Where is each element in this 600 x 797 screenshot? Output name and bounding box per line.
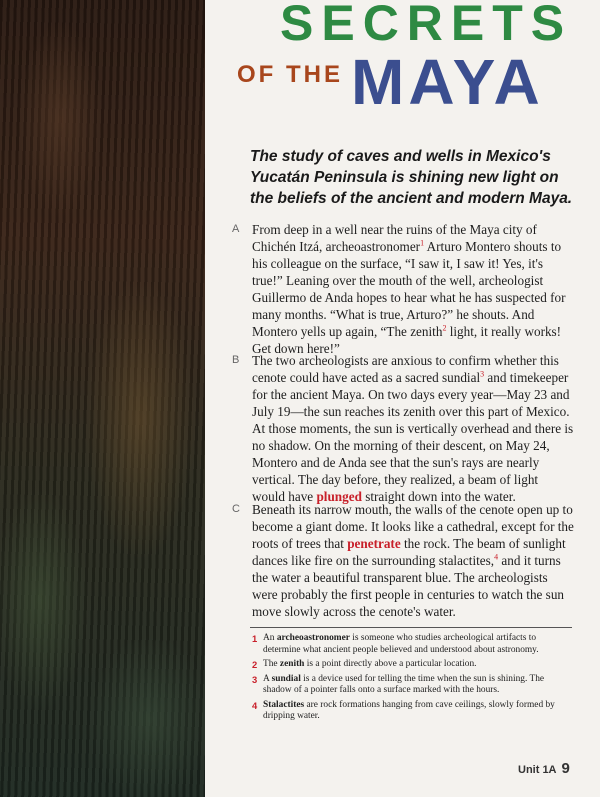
footnote-text: are rock formations hanging from cave ceilings, slowly formed by dripping water.	[263, 699, 555, 721]
footnote	[252, 674, 572, 697]
paragraph-text: and it turns the water a beautiful transparent blue. The archeologists were probably the first people in centuries to watch the sun move slowly across the cenote's water.	[252, 553, 565, 619]
paragraph-label: C	[232, 503, 240, 515]
vocab-word-penetrate: penetrate	[347, 536, 401, 551]
title-secrets: SECRETS	[280, 0, 573, 51]
footnote	[252, 633, 572, 656]
footnote-ref: 1	[420, 238, 425, 248]
cave-photo	[0, 0, 205, 797]
page-footer	[518, 760, 570, 777]
footnote-number: 4	[252, 699, 258, 711]
title-of-the: OF THE	[237, 61, 343, 88]
footnote-term: Stalactites	[263, 699, 305, 710]
footnote-ref: 4	[494, 552, 499, 562]
unit-label: Unit 1A	[518, 764, 557, 776]
footnote-divider	[250, 627, 572, 628]
footnote-text: The	[263, 659, 280, 669]
footnotes	[252, 633, 572, 726]
footnote-term: zenith	[279, 659, 305, 669]
paragraph-a	[232, 221, 574, 357]
footnote-number: 1	[252, 633, 258, 644]
footnote-ref: 2	[442, 323, 447, 333]
footnote-ref: 3	[480, 369, 485, 379]
footnote-number: 3	[252, 673, 258, 685]
footnote-text: is someone who studies archeological artifacts to determine what ancient people believed and understood about astronomy.	[263, 633, 539, 655]
footnote-text: is a point directly above a particular location.	[304, 659, 477, 669]
paragraph-c	[232, 501, 574, 620]
paragraph-text: the rock. The beam of sunlight dances like fire on the surrounding stalactites,	[252, 536, 566, 568]
vocab-word-plunged: plunged	[316, 489, 362, 504]
paragraph-label: B	[232, 354, 240, 366]
footnote	[252, 700, 572, 723]
paragraph-label: A	[232, 223, 240, 235]
footnote-text: An	[263, 633, 277, 643]
footnote-term: archeoastronomer	[276, 633, 350, 643]
footnote	[252, 659, 572, 671]
paragraph-b	[232, 352, 574, 505]
paragraph-text: Beneath its narrow mouth, the walls of the cenote open up to become a giant dome. It looks like a cathedral, except for the roots of trees that	[252, 502, 574, 551]
footnote-number: 2	[252, 659, 258, 670]
intro-text: The study of caves and wells in Mexico's Yucatán Peninsula is shining new light on the beliefs of the ancient and modern Maya.	[250, 148, 573, 207]
paragraph-text: Arturo Montero shouts to his colleague on the surface, “I saw it, I saw it! Yes, it's true!” Leaning over the mouth of the well, archeologist Guillermo de Anda hopes to hear what he has suspected for many months. “What is true, Arturo?” he shouts. And Montero yells up again, “The zenith	[252, 239, 566, 339]
footnote-term: sundial	[271, 673, 301, 684]
paragraph-text: From deep in a well near the ruins of the Maya city of Chichén Itzá, archeoastronomer	[252, 222, 537, 254]
paragraph-text: light, it really works! Get down here!”	[252, 324, 562, 356]
paragraph-text: The two archeologists are anxious to confirm whether this cenote could have acted as a sacred sundial	[252, 353, 559, 385]
footnote-text: is a device used for telling the time when the sun is shining. The shadow of a pointer falls onto a surface marked with the hours.	[263, 673, 545, 695]
paragraph-text: and timekeeper for the ancient Maya. On two days every year—May 23 and July 19—the sun reaches its zenith over this part of Mexico. At those moments, the sun is vertically overhead and there is no shadow. On the morning of their descent, on May 24, Montero and de Anda see that the sun's rays are nearly vertical. The day before, they realized, a beam of light would have	[252, 370, 574, 504]
paragraph-text: straight down into the water.	[361, 489, 516, 504]
title-maya: MAYA	[351, 46, 544, 118]
page-number: 9	[561, 760, 570, 777]
footnote-text: A	[263, 673, 272, 684]
